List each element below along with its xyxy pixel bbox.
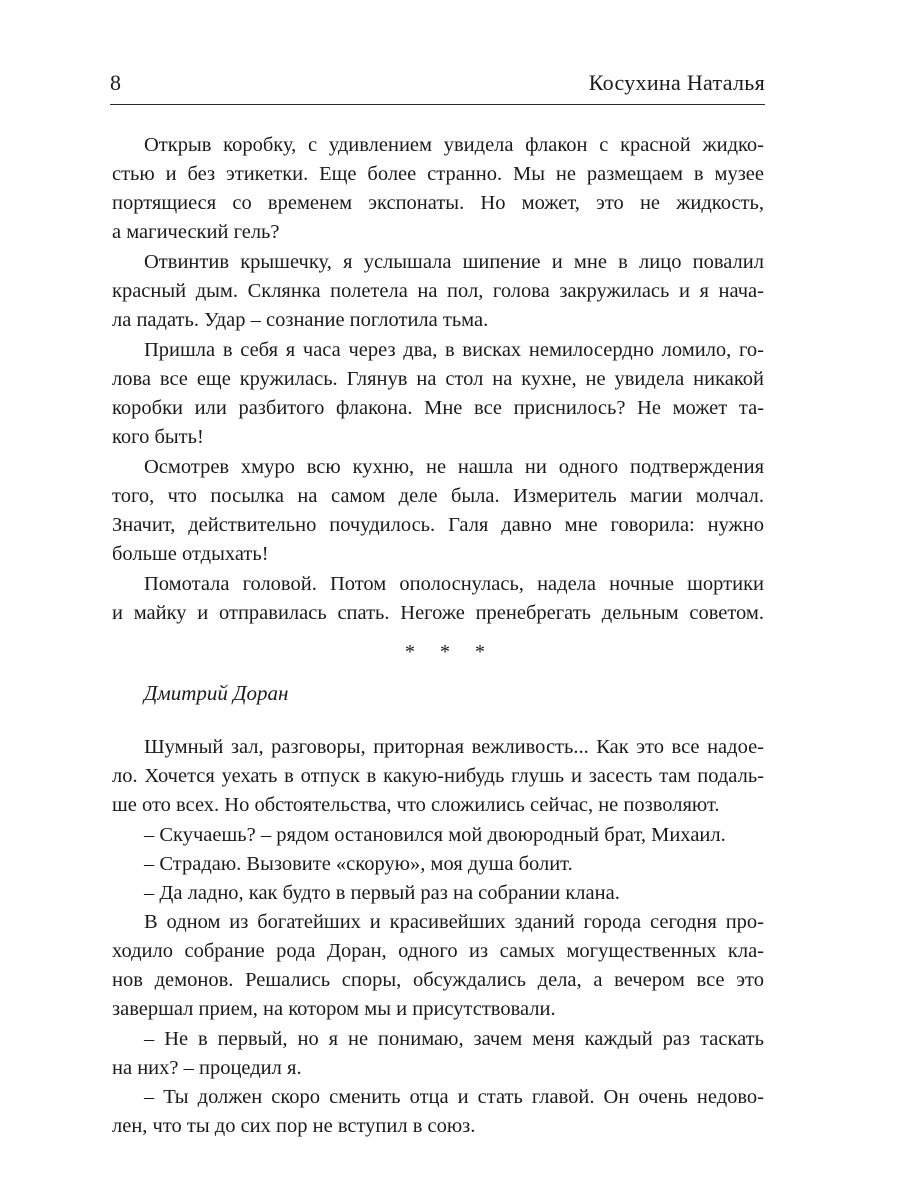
text-line: Осмотрев хмуро всю кухню, не нашла ни одного подтверждения (144, 456, 764, 478)
header-divider (110, 104, 765, 105)
text-line: ла падать. Удар – сознание поглотила тьма. (112, 309, 489, 331)
pov-character-heading: Дмитрий Доран (144, 681, 289, 705)
text-line: больше отдыхать! (112, 543, 269, 565)
text-line: ше ото всех. Но обстоятельства, что сложились сейчас, не позволяют. (112, 794, 720, 816)
text-line: Шумный зал, разговоры, приторная вежливость... Как это все надое- (144, 736, 764, 758)
text-line: красный дым. Склянка полетела на пол, голова закружилась и я нача- (112, 280, 764, 302)
text-line: стью и без этикетки. Еще более странно. Мы не размещаем в музее (112, 163, 764, 185)
text-line: а магический гель? (112, 221, 280, 243)
text-line: Пришла в себя я часа через два, в висках немилосердно ломило, го- (144, 339, 764, 361)
text-line: того, что посылка на самом деле была. Измеритель магии молчал. (112, 485, 764, 507)
text-line: ло. Хочется уехать в отпуск в какую-нибудь глушь и засесть там подаль- (112, 765, 764, 787)
text-line: портящиеся со временем экспонаты. Но может, это не жидкость, (112, 192, 764, 214)
dialogue-line: – Не в первый, но я не понимаю, зачем меня каждый раз таскать (144, 1028, 764, 1050)
text-line: Отвинтив крышечку, я услышала шипение и мне в лицо повалил (144, 251, 764, 273)
text-line: лова все еще кружилась. Глянув на стол на кухне, не увидела никакой (112, 368, 764, 390)
text-line: и майку и отправилась спать. Негоже пренебрегать дельным советом. (112, 602, 764, 624)
scene-break-asterisks: * * * (405, 641, 495, 663)
page-header (110, 68, 765, 98)
dialogue-line: – Да ладно, как будто в первый раз на собрании клана. (144, 882, 620, 904)
dialogue-line: – Скучаешь? – рядом остановился мой двоюродный брат, Михаил. (144, 824, 726, 846)
text-line: нов демонов. Решались споры, обсуждались дела, а вечером все это (112, 969, 764, 991)
text-line: завершал прием, на котором мы и присутствовали. (112, 998, 556, 1020)
text-line: Помотала головой. Потом ополоснулась, надела ночные шортики (144, 573, 764, 595)
dialogue-line: на них? – процедил я. (112, 1057, 302, 1079)
text-line: коробки или разбитого флакона. Мне все приснилось? Не может та- (112, 397, 764, 419)
text-line: ходило собрание рода Доран, одного из самых могущественных кла- (112, 940, 764, 962)
page-number: 8 (110, 70, 121, 95)
text-line: Открыв коробку, с удивлением увидела флакон с красной жидко- (144, 134, 764, 156)
text-line: В одном из богатейших и красивейших зданий города сегодня про- (144, 911, 764, 933)
dialogue-line: – Ты должен скоро сменить отца и стать главой. Он очень недово- (144, 1086, 764, 1108)
running-head-author: Косухина Наталья (588, 70, 765, 95)
dialogue-line: лен, что ты до сих пор не вступил в союз. (112, 1115, 476, 1137)
text-line: кого быть! (112, 426, 204, 448)
dialogue-line: – Страдаю. Вызовите «скорую», моя душа болит. (144, 853, 573, 875)
text-line: Значит, действительно почудилось. Галя давно мне говорила: нужно (112, 514, 764, 536)
